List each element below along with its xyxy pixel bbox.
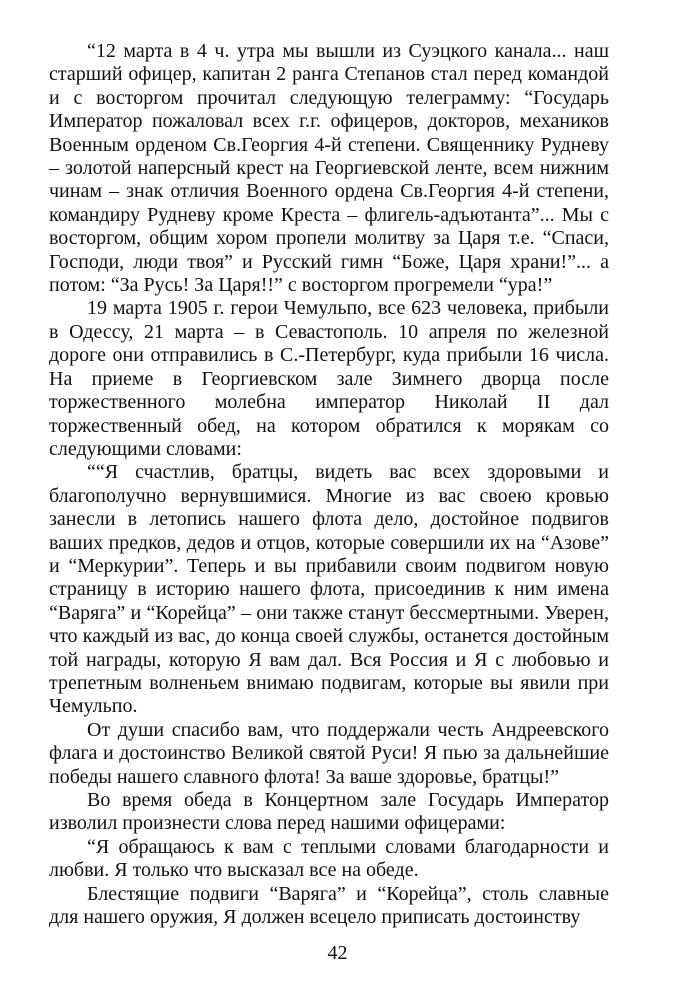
paragraph-exploits: Блестящие подвиги “Варяга” и “Корейца”, столь славные для нашего оружия, Я должен всецело приписать достоинству	[49, 882, 609, 929]
paragraph-arrival: 19 марта 1905 г. герои Чемульпо, все 623 человека, прибыли в Одессу, 21 марта – в Севастополь. 10 апреля по железной дороге они отправились в С.-Петербург, куда прибыли 16 числа. На приеме в Георгиевском зале Зимнего дворца после торжественного молебна император Николай II дал торжественный обед, на котором обратился к морякам со следующими словами:	[49, 297, 609, 460]
paragraph-emperor-speech: ““Я счастлив, братцы, видеть вас всех здоровыми и благополучно вернувшимися. Многие из вас своею кровью занесли в летопись нашего флота дело, достойное подвигов ваших предков, дедов и отцов, которые совершили их на “Азове” и “Меркурии”. Теперь и вы прибавили своим подвигом новую страницу в историю нашего флота, присоединив к ним имена “Варяга” и “Корейца” – они также станут бессмертными. Уверен, что каждый из вас, до конца своей службы, останется достойным той награды, которую Я вам дал. Вся Россия и Я с любовью и трепетным волненьем внимаю подвигам, которые вы явили при Чемульпо.	[49, 461, 609, 718]
paragraph-officers-address: “Я обращаюсь к вам с теплыми словами благодарности и любви. Я только что высказал все на обеде.	[49, 835, 609, 882]
page-number: 42	[327, 942, 348, 964]
body-text	[49, 40, 609, 929]
paragraph-telegram: “12 марта в 4 ч. утра мы вышли из Суэцкого канала... наш старший офицер, капитан 2 ранга Степанов стал перед командой и с восторгом прочитал следующую телеграмму: “Государь Император пожаловал всех г.г. офицеров, докторов, механиков Военным орденом Св.Георгия 4-й степени. Священнику Рудневу – золотой наперсный крест на Георгиевской ленте, всем нижним чинам – знак отличия Военного ордена Св.Георгия 4-й степени, командиру Рудневу кроме Креста – флигель-адъютанта”... Мы с восторгом, общим хором пропели молитву за Царя т.е. “Спаси, Господи, люди твоя” и Русский гимн “Боже, Царя храни!”... а потом: “За Русь! За Царя!!” с восторгом прогремели “ура!”	[49, 40, 609, 297]
paragraph-toast: От души спасибо вам, что поддержали честь Андреевского флага и достоинство Великой святой Руси! Я пью за дальнейшие победы нашего славного флота! За ваше здоровье, братцы!”	[49, 718, 609, 788]
paragraph-concert-hall: Во время обеда в Концертном зале Государь Император изволил произнести слова перед нашими офицерами:	[49, 789, 609, 835]
